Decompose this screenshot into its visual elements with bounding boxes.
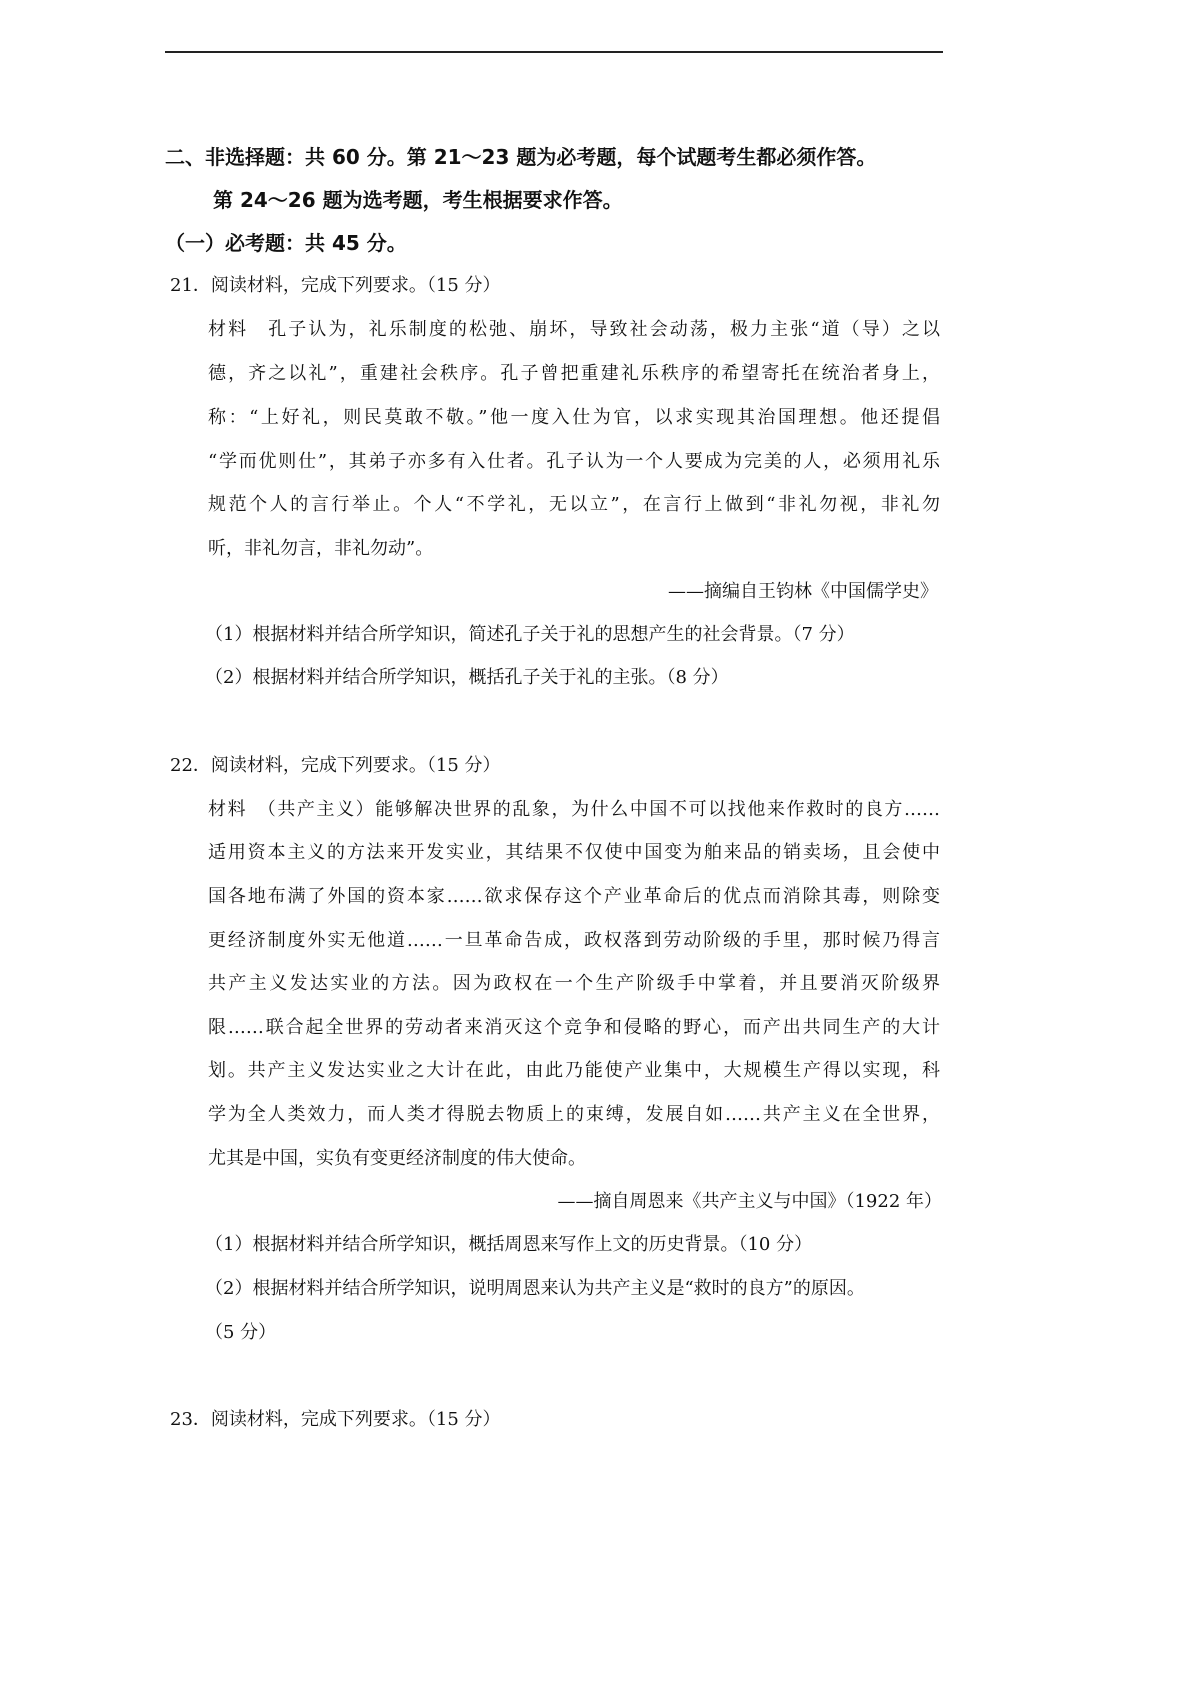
q22-material-line: 材料 （共产主义）能够解决世界的乱象，为什么中国不可以找他来作救时的良方……: [208, 799, 940, 820]
question-22-title: 22．阅读材料，完成下列要求。（15 分）: [170, 755, 501, 776]
q21-subquestion-2: （2）根据材料并结合所学知识，概括孔子关于礼的主张。（8 分）: [205, 667, 729, 688]
q22-material-line: 适用资本主义的方法来开发实业，其结果不仅使中国变为舶来品的销卖场，且会使中: [208, 842, 940, 863]
q22-subquestion-2-score: （5 分）: [205, 1322, 277, 1343]
subsection-heading: （一）必考题：共 45 分。: [165, 231, 407, 255]
question-21-title: 21．阅读材料，完成下列要求。（15 分）: [170, 275, 501, 296]
q22-material-line: 学为全人类效力，而人类才得脱去物质上的束缚，发展自如……共产主义在全世界，: [208, 1104, 940, 1125]
q21-subquestion-1: （1）根据材料并结合所学知识，简述孔子关于礼的思想产生的社会背景。（7 分）: [205, 624, 855, 645]
q22-subquestion-1: （1）根据材料并结合所学知识，概括周恩来写作上文的历史背景。（10 分）: [205, 1234, 813, 1255]
q22-material-line: 国各地布满了外国的资本家……欲求保存这个产业革命后的优点而消除其毒，则除变: [208, 886, 940, 907]
q21-material-line: 材料 孔子认为，礼乐制度的松弛、崩坏，导致社会动荡，极力主张“道（导）之以: [208, 319, 940, 340]
q22-material-line: 限……联合起全世界的劳动者来消灭这个竞争和侵略的野心，而产出共同生产的大计: [208, 1017, 940, 1038]
q21-material-line: 听，非礼勿言，非礼勿动”。: [208, 538, 434, 559]
header-rule: [165, 51, 943, 53]
q21-material-line: 规范个人的言行举止。个人“不学礼，无以立”，在言行上做到“非礼勿视，非礼勿: [208, 494, 940, 515]
q22-subquestion-2: （2）根据材料并结合所学知识，说明周恩来认为共产主义是“救时的良方”的原因。: [205, 1278, 865, 1299]
q22-source: ——摘自周恩来《共产主义与中国》（1922 年）: [557, 1191, 942, 1212]
section-heading: 二、非选择题：共 60 分。第 21～23 题为必考题，每个试题考生都必须作答。: [165, 145, 877, 169]
q21-material-line: 称：“上好礼，则民莫敢不敬。”他一度入仕为官，以求实现其治国理想。他还提倡: [208, 407, 940, 428]
q22-material-line: 共产主义发达实业的方法。因为政权在一个生产阶级手中掌着，并且要消灭阶级界: [208, 973, 940, 994]
section-heading-cont: 第 24～26 题为选考题，考生根据要求作答。: [213, 188, 623, 212]
q21-material-line: “学而优则仕”，其弟子亦多有入仕者。孔子认为一个人要成为完美的人，必须用礼乐: [208, 451, 940, 472]
q22-material-line: 更经济制度外实无他道……一旦革命告成，政权落到劳动阶级的手里，那时候乃得言: [208, 930, 940, 951]
q21-material-line: 德，齐之以礼”，重建社会秩序。孔子曾把重建礼乐秩序的希望寄托在统治者身上，: [208, 363, 940, 384]
q22-material-line: 划。共产主义发达实业之大计在此，由此乃能使产业集中，大规模生产得以实现，科: [208, 1060, 940, 1081]
q22-material-line: 尤其是中国，实负有变更经济制度的伟大使命。: [208, 1148, 586, 1169]
q21-source: ——摘编自王钧林《中国儒学史》: [668, 581, 938, 602]
question-23-title: 23．阅读材料，完成下列要求。（15 分）: [170, 1409, 501, 1430]
